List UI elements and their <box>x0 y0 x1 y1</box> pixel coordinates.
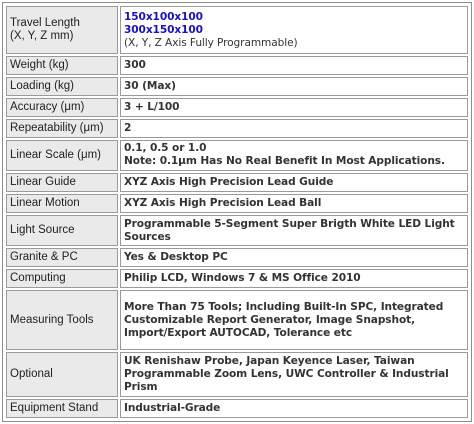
label-line: (X, Y, Z mm) <box>10 30 74 43</box>
row-label <box>6 248 118 267</box>
label-line: Loading (kg) <box>10 80 74 93</box>
row-label <box>6 119 118 138</box>
value-line: 0.1, 0.5 or 1.0 <box>124 142 207 155</box>
row-value <box>120 215 468 246</box>
row-label <box>6 98 118 117</box>
table-row-equipment-stand <box>6 399 468 418</box>
table-row-repeatability <box>6 119 468 138</box>
value-line: Programmable 5-Segment Super Brigth White LED Light Sources <box>124 217 455 243</box>
table-row-computing <box>6 269 468 288</box>
value-line: 3 + L/100 <box>124 100 180 113</box>
value-line: Yes & Desktop PC <box>124 251 228 264</box>
table-row-linear-motion <box>6 194 468 213</box>
label-line: Weight (kg) <box>10 59 69 72</box>
value-line: 30 (Max) <box>124 80 176 93</box>
row-label <box>6 352 118 397</box>
row-label <box>6 269 118 288</box>
row-value <box>120 56 468 75</box>
value-line-highlight: 150x100x100 <box>124 10 203 23</box>
row-value <box>120 98 468 117</box>
label-line: Accuracy (μm) <box>10 100 85 113</box>
value-line: Note: 0.1μm Has No Real Benefit In Most Applications. <box>124 155 445 168</box>
label-line: Linear Motion <box>10 197 80 210</box>
row-label <box>6 6 118 54</box>
table-row-accuracy <box>6 98 468 117</box>
value-line: UK Renishaw Probe, Japan Keyence Laser, Taiwan Programmable Zoom Lens, UWC Controller & Industrial Prism <box>124 354 449 393</box>
table-row-loading <box>6 77 468 96</box>
value-line: Industrial-Grade <box>124 402 221 415</box>
row-label <box>6 56 118 75</box>
label-line: Measuring Tools <box>10 313 94 326</box>
value-line: More Than 75 Tools; Including Built-In SPC, Integrated Customizable Report Generator, Image Snapshot, Import/Export AUTOCAD, Tolerance etc <box>124 300 444 339</box>
table-row-measuring-tools <box>6 290 468 350</box>
label-line: Light Source <box>10 224 75 237</box>
value-line: XYZ Axis High Precision Lead Guide <box>124 176 334 189</box>
row-label <box>6 173 118 192</box>
table-row-linear-scale <box>6 140 468 171</box>
row-value <box>120 248 468 267</box>
row-label <box>6 399 118 418</box>
label-line: Granite & PC <box>10 251 78 264</box>
table-row-light-source <box>6 215 468 246</box>
label-line: Repeatability (μm) <box>10 121 104 134</box>
table-row-optional <box>6 352 468 397</box>
row-label <box>6 290 118 350</box>
value-line-highlight: 300x150x100 <box>124 23 203 36</box>
table-row-linear-guide <box>6 173 468 192</box>
table-row-granite-pc <box>6 248 468 267</box>
row-value <box>120 269 468 288</box>
row-label <box>6 215 118 246</box>
label-line: Linear Guide <box>10 176 76 189</box>
value-line: 300 <box>124 59 146 72</box>
row-label <box>6 77 118 96</box>
row-label <box>6 194 118 213</box>
value-line: (X, Y, Z Axis Fully Programmable) <box>124 36 298 49</box>
table-row-travel-length <box>6 6 468 54</box>
value-line: Philip LCD, Windows 7 & MS Office 2010 <box>124 272 361 285</box>
row-value <box>120 352 468 397</box>
table-row-weight <box>6 56 468 75</box>
row-value <box>120 173 468 192</box>
spec-table-frame <box>2 2 472 422</box>
row-value <box>120 6 468 54</box>
value-line: 2 <box>124 121 132 134</box>
label-line: Equipment Stand <box>10 402 99 415</box>
row-value <box>120 290 468 350</box>
label-line: Linear Scale (μm) <box>10 148 101 161</box>
row-value <box>120 399 468 418</box>
spec-table <box>4 4 470 420</box>
row-value <box>120 194 468 213</box>
row-value <box>120 77 468 96</box>
label-line: Computing <box>10 272 66 285</box>
row-label <box>6 140 118 171</box>
row-value <box>120 119 468 138</box>
label-line: Travel Length <box>10 17 80 30</box>
label-line: Optional <box>10 367 53 380</box>
row-value <box>120 140 468 171</box>
value-line: XYZ Axis High Precision Lead Ball <box>124 197 322 210</box>
